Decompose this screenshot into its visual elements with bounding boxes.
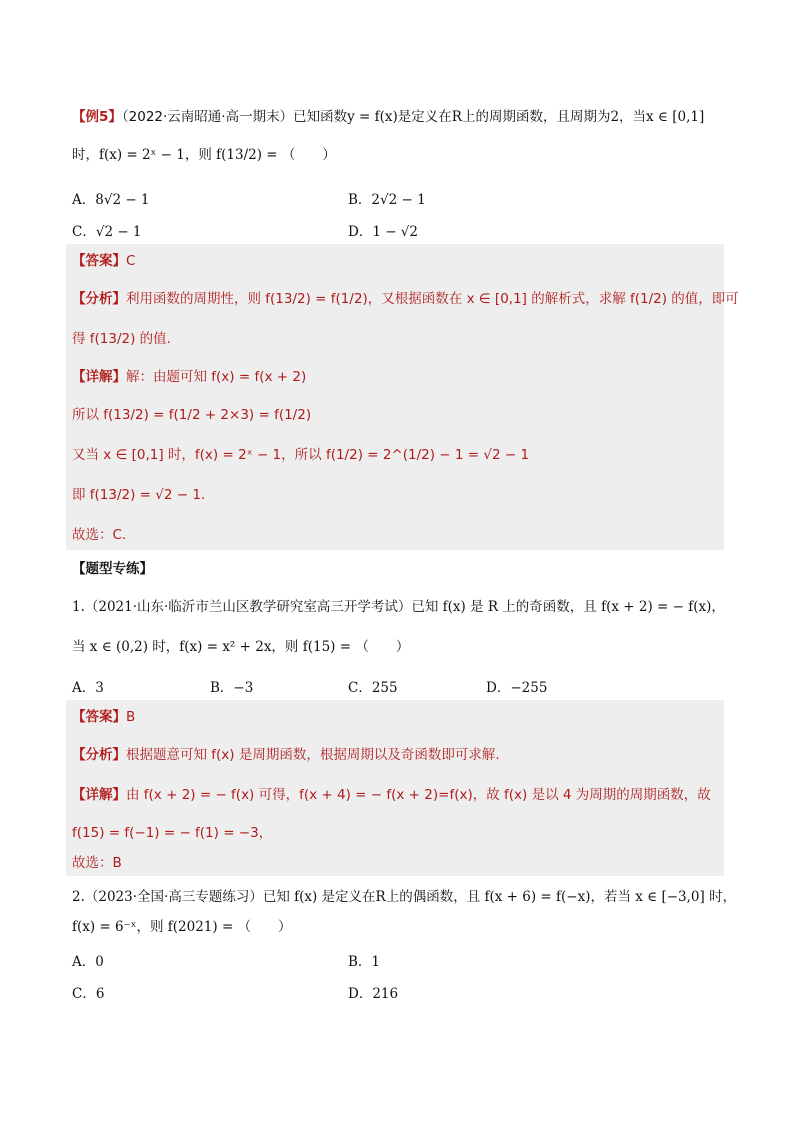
example5-detail-1: 【详解】解：由题可知 f(x) = f(x + 2) [72,369,307,385]
section-title: 【题型专练】 [72,561,153,577]
q2-line1: 2.（2023·全国·高三专题练习）已知 f(x) 是定义在R上的偶函数，且 f(x + 6) = f(−x)，若当 x ∈ [−3,0] 时， [72,889,737,905]
q2-option-a: A．0 [72,954,104,970]
example5-analysis-2: 得 f(13/2) 的值. [72,331,171,347]
q1-option-a: A．3 [72,680,104,696]
q1-option-c: C．255 [348,680,398,696]
example-tag: 【例5】 [72,109,122,125]
example5-line2: 时，f(x) = 2ˣ − 1，则 f(13/2) = （ ） [72,147,336,163]
q1-choice: 故选：B [72,855,122,871]
example5-detail-3: 又当 x ∈ [0,1] 时，f(x) = 2ˣ − 1，所以 f(1/2) = 2^(1/2) − 1 = √2 − 1 [72,447,530,463]
example5-option-b: B．2√2 − 1 [348,192,426,208]
example5-answer: 【答案】C [72,253,136,269]
q2-line2: f(x) = 6⁻ˣ，则 f(2021) = （ ） [72,919,292,935]
q1-analysis: 【分析】根据题意可知 f(x) 是周期函数，根据周期以及奇函数即可求解. [72,747,500,763]
example5-detail-4: 即 f(13/2) = √2 − 1. [72,487,206,503]
example5-detail-2: 所以 f(13/2) = f(1/2 + 2×3) = f(1/2) [72,407,312,423]
example5-choice: 故选：C. [72,527,127,543]
example-source: （2022·云南昭通·高一期末） [121,109,294,125]
q1-detail-2: f(15) = f(−1) = − f(1) = −3， [72,825,273,841]
q1-line1: 1.（2021·山东·临沂市兰山区教学研究室高三开学考试）已知 f(x) 是 R 上的奇函数，且 f(x + 2) = − f(x)， [72,599,725,615]
example5-analysis-1: 【分析】利用函数的周期性，则 f(13/2) = f(1/2)，又根据函数在 x ∈ [0,1] 的解析式，求解 f(1/2) 的值，即可 [72,291,739,307]
q2-option-b: B．1 [348,954,381,970]
q2-option-d: D．216 [348,986,399,1002]
q2-option-c: C．6 [72,986,105,1002]
q1-line2: 当 x ∈ (0,2) 时，f(x) = x² + 2x，则 f(15) = （ ） [72,639,410,655]
example5-option-c: C．√2 − 1 [72,224,142,240]
example-text-1: 已知函数y = f(x)是定义在R上的周期函数，且周期为2，当x ∈ [0,1] [293,109,705,125]
example5-option-a: A．8√2 − 1 [72,192,150,208]
example5-option-d: D．1 − √2 [348,224,419,240]
q1-answer: 【答案】B [72,709,136,725]
example5-line1 [72,108,704,126]
q1-detail-1: 【详解】由 f(x + 2) = − f(x) 可得，f(x + 4) = − f(x + 2)=f(x)，故 f(x) 是以 4 为周期的周期函数，故 [72,787,711,803]
q1-option-b: B．−3 [210,680,254,696]
q1-option-d: D．−255 [486,680,548,696]
